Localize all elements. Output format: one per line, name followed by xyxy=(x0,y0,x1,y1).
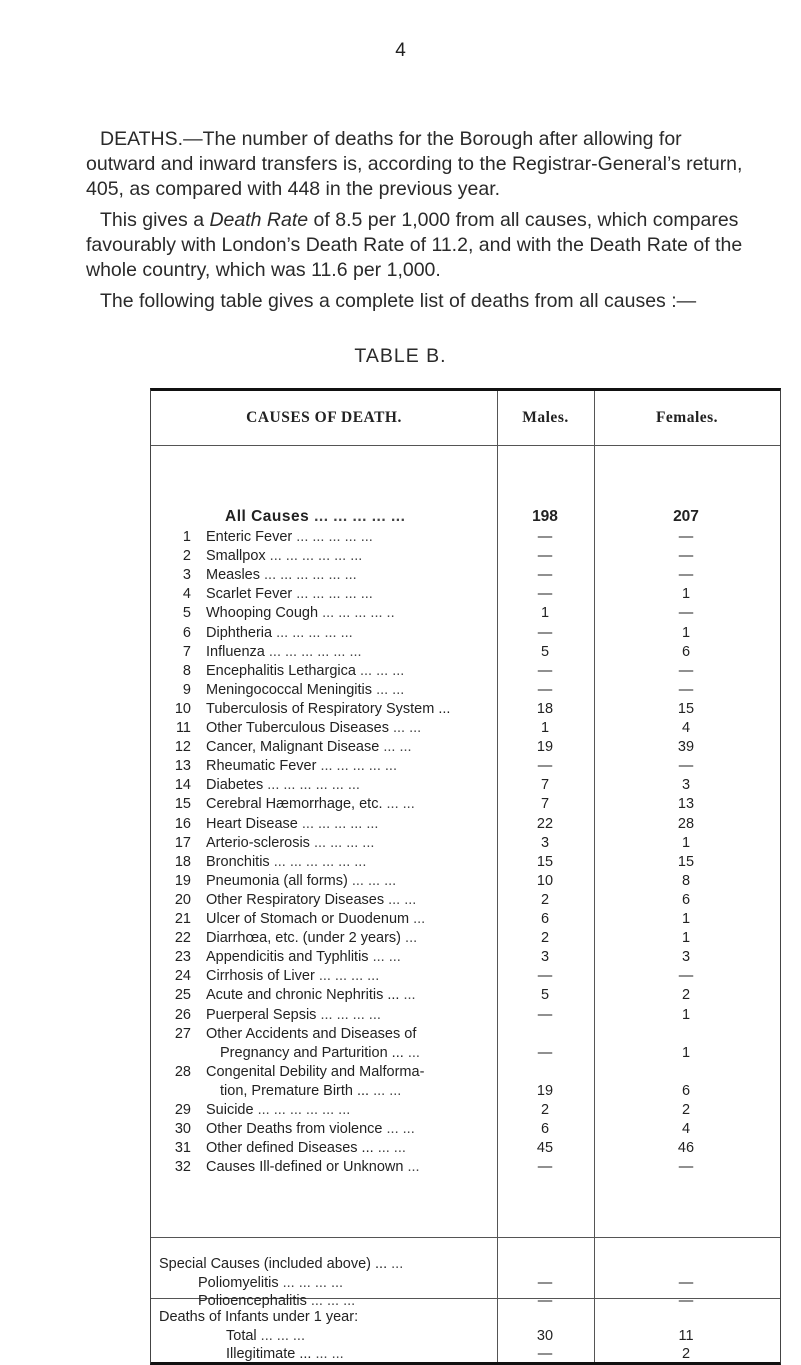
row-number: 32 xyxy=(174,1159,191,1176)
row-number: 20 xyxy=(174,891,191,908)
paragraph-following: The following table gives a complete list of deaths from all causes :— xyxy=(100,290,697,312)
cause-label: Cancer, Malignant Disease ... ... xyxy=(206,739,412,756)
males-value: 22 xyxy=(536,815,554,832)
table-row xyxy=(151,987,780,1003)
females-value: 4 xyxy=(681,1121,691,1138)
table-row xyxy=(151,911,780,927)
males-value: — xyxy=(537,758,553,775)
table-row xyxy=(151,854,780,870)
header-divider xyxy=(151,445,780,446)
table-row xyxy=(151,796,780,812)
males-value: — xyxy=(537,567,553,584)
deaths-table xyxy=(150,388,781,1365)
table-row xyxy=(151,1121,780,1137)
row-number: 9 xyxy=(182,681,191,698)
cause-label: Arterio-sclerosis ... ... ... ... xyxy=(206,834,375,851)
males-value: 19 xyxy=(536,739,554,756)
cause-label: Meningococcal Meningitis ... ... xyxy=(206,681,405,698)
females-value: — xyxy=(678,1159,694,1176)
row-number: 28 xyxy=(174,1063,191,1080)
females-value: 15 xyxy=(677,853,695,870)
females-value: — xyxy=(678,681,694,698)
table-row xyxy=(151,625,780,641)
cause-label: Influenza ... ... ... ... ... ... xyxy=(206,643,362,660)
header-males: Males. xyxy=(522,409,569,426)
males-value: — xyxy=(537,1006,553,1023)
row-number: 6 xyxy=(182,624,191,641)
table-row xyxy=(151,930,780,946)
females-value: — xyxy=(678,662,694,679)
table-row xyxy=(151,835,780,851)
cause-label: Congenital Debility and Malforma- xyxy=(206,1063,425,1080)
females-value: — xyxy=(678,529,694,545)
females-value: — xyxy=(678,758,694,775)
table-row xyxy=(151,548,780,564)
special-row: Polioencephalitis ... ... ... — — xyxy=(198,1293,694,1309)
cause-label: Suicide ... ... ... ... ... ... xyxy=(206,1102,351,1118)
infant-row: Total ... ... ... 30 11 xyxy=(226,1328,694,1344)
table-row xyxy=(151,720,780,736)
males-value: — xyxy=(537,586,553,603)
row-number: 23 xyxy=(174,949,191,966)
cause-label: Enteric Fever ... ... ... ... ... xyxy=(206,529,373,545)
table-row xyxy=(151,529,780,545)
males-value: 2 xyxy=(540,1102,550,1118)
table-row xyxy=(151,682,780,698)
section-divider-special xyxy=(151,1237,780,1238)
table-row xyxy=(151,701,780,717)
females-value: 1 xyxy=(681,930,691,947)
females-value: 1 xyxy=(681,1044,691,1061)
table-row xyxy=(151,739,780,755)
table-row xyxy=(151,758,780,774)
males-value: — xyxy=(537,1159,553,1176)
row-number: 5 xyxy=(182,605,191,622)
females-value: 6 xyxy=(681,891,691,908)
males-value: — xyxy=(537,681,553,698)
all-causes-females: 207 xyxy=(673,508,699,525)
all-causes-label: All Causes ... ... ... ... ... xyxy=(225,508,406,525)
row-number: 16 xyxy=(174,815,191,832)
males-value: — xyxy=(537,529,553,545)
table-row xyxy=(151,663,780,679)
cause-label: Scarlet Fever ... ... ... ... ... xyxy=(206,586,373,603)
cause-label: tion, Premature Birth ... ... ... xyxy=(220,1082,402,1099)
cause-label: Other Tuberculous Diseases ... ... xyxy=(206,720,422,736)
infant-deaths-heading: Deaths of Infants under 1 year: xyxy=(159,1309,359,1325)
males-value: 10 xyxy=(536,872,554,889)
table-row xyxy=(151,1007,780,1023)
table-row xyxy=(151,1064,780,1080)
row-number: 12 xyxy=(174,739,191,756)
females-value: 6 xyxy=(681,1082,691,1099)
row-number: 3 xyxy=(182,567,191,584)
females-value: 3 xyxy=(681,777,691,794)
all-causes-males: 198 xyxy=(532,508,558,525)
table-row xyxy=(151,777,780,793)
males-value: 2 xyxy=(540,891,550,908)
females-value: 6 xyxy=(681,643,691,660)
females-value: 2 xyxy=(681,1102,691,1118)
table-row xyxy=(151,605,780,621)
row-number: 7 xyxy=(182,643,191,660)
table-row xyxy=(151,873,780,889)
header-females: Females. xyxy=(655,409,719,426)
cause-label: Causes Ill-defined or Unknown ... xyxy=(206,1159,420,1176)
males-value: 1 xyxy=(540,605,550,622)
table-row xyxy=(151,1045,780,1061)
males-value: 3 xyxy=(540,834,550,851)
males-value: 1 xyxy=(540,720,550,736)
females-value: 13 xyxy=(677,796,695,813)
row-number: 25 xyxy=(174,987,191,1004)
cause-label: Measles ... ... ... ... ... ... xyxy=(206,567,357,584)
row-number: 21 xyxy=(174,911,191,927)
males-value: 5 xyxy=(540,987,550,1004)
cause-label: Pregnancy and Parturition ... ... xyxy=(220,1044,420,1061)
cause-label: Bronchitis ... ... ... ... ... ... xyxy=(206,853,367,870)
rate-term: Death Rate xyxy=(209,209,309,231)
cause-label: Encephalitis Lethargica ... ... ... xyxy=(206,662,405,679)
females-value: 2 xyxy=(681,987,691,1004)
females-value: 1 xyxy=(681,586,691,603)
cause-label: Smallpox ... ... ... ... ... ... xyxy=(206,548,363,565)
row-number: 10 xyxy=(174,700,191,717)
cause-label: Appendicitis and Typhlitis ... ... xyxy=(206,949,401,966)
special-row: Poliomyelitis ... ... ... ... — — xyxy=(198,1275,694,1291)
females-value: 8 xyxy=(681,872,691,889)
males-value: 5 xyxy=(540,643,550,660)
cause-label: Ulcer of Stomach or Duodenum ... xyxy=(206,911,426,927)
females-value: 1 xyxy=(681,911,691,927)
cause-label: Diabetes ... ... ... ... ... ... xyxy=(206,777,360,794)
row-number: 4 xyxy=(182,586,191,603)
paragraph-death-rate xyxy=(86,208,746,283)
row-number: 1 xyxy=(182,529,191,545)
males-value: — xyxy=(537,968,553,985)
males-value: 45 xyxy=(536,1140,554,1157)
males-value: 3 xyxy=(540,949,550,966)
row-number: 26 xyxy=(174,1006,191,1023)
row-number: 27 xyxy=(174,1025,191,1042)
row-number: 22 xyxy=(174,930,191,947)
males-value: — xyxy=(537,624,553,641)
header-causes: CAUSES OF DEATH. xyxy=(246,409,402,426)
row-number: 17 xyxy=(174,834,191,851)
rate-lead: This gives a xyxy=(100,209,210,231)
males-value: 6 xyxy=(540,1121,550,1138)
males-value: 2 xyxy=(540,930,550,947)
table-row xyxy=(151,586,780,602)
females-value: — xyxy=(678,548,694,565)
row-number: 19 xyxy=(174,872,191,889)
males-value: 7 xyxy=(540,777,550,794)
table-row xyxy=(151,1140,780,1156)
table-row xyxy=(151,1159,780,1175)
row-number: 14 xyxy=(174,777,191,794)
page-number: 4 xyxy=(395,40,406,61)
females-value: — xyxy=(678,567,694,584)
row-number: 30 xyxy=(174,1121,191,1138)
males-value: 15 xyxy=(536,853,554,870)
females-value: — xyxy=(678,968,694,985)
females-value: 46 xyxy=(677,1140,695,1157)
table-row xyxy=(151,968,780,984)
cause-label: Cirrhosis of Liver ... ... ... ... xyxy=(206,968,380,985)
males-value: 7 xyxy=(540,796,550,813)
row-number: 18 xyxy=(174,853,191,870)
table-row xyxy=(151,644,780,660)
cause-label: Rheumatic Fever ... ... ... ... ... xyxy=(206,758,397,775)
table-title: TABLE B. xyxy=(354,345,447,367)
cause-label: Whooping Cough ... ... ... ... .. xyxy=(206,605,395,622)
paragraph-deaths: DEATHS.—The number of deaths for the Borough after allowing for outward and inward transfers is, according to the Registrar-General’s return, 405, as compared with 448 in the previous year. xyxy=(86,128,743,200)
males-value: 6 xyxy=(540,911,550,927)
cause-label: Puerperal Sepsis ... ... ... ... xyxy=(206,1006,381,1023)
females-value: 28 xyxy=(677,815,695,832)
row-number: 15 xyxy=(174,796,191,813)
males-value: — xyxy=(537,548,553,565)
row-number: 2 xyxy=(182,548,191,565)
males-value: 18 xyxy=(536,700,554,717)
table-row xyxy=(151,1026,780,1042)
row-number: 13 xyxy=(174,758,191,775)
females-value: 15 xyxy=(677,700,695,717)
cause-label: Tuberculosis of Respiratory System ... xyxy=(206,700,451,717)
males-value: — xyxy=(537,662,553,679)
cause-label: Diphtheria ... ... ... ... ... xyxy=(206,624,353,641)
table-row xyxy=(151,816,780,832)
cause-label: Other Deaths from violence ... ... xyxy=(206,1121,415,1138)
table-row xyxy=(151,949,780,965)
females-value: 4 xyxy=(681,720,691,736)
cause-label: Acute and chronic Nephritis ... ... xyxy=(206,987,416,1004)
cause-label: Heart Disease ... ... ... ... ... xyxy=(206,815,379,832)
females-value: 39 xyxy=(677,739,695,756)
row-number: 8 xyxy=(182,662,191,679)
rate-rest: of 8.5 per 1,000 from all causes, which compares favourably with London’s Death Rate of 11.2, and with the Death Rate of the whole country, which was 11.6 per 1,000. xyxy=(86,209,743,281)
cause-label: Diarrhœa, etc. (under 2 years) ... xyxy=(206,930,418,947)
table-row xyxy=(151,1083,780,1099)
table-row xyxy=(151,1102,780,1118)
females-value: 1 xyxy=(681,834,691,851)
cause-label: Other defined Diseases ... ... ... xyxy=(206,1140,406,1157)
special-causes-heading: Special Causes (included above) ... ... xyxy=(159,1256,404,1272)
females-value: 1 xyxy=(681,624,691,641)
row-number: 29 xyxy=(174,1102,191,1118)
row-number: 31 xyxy=(174,1140,191,1157)
males-value: — xyxy=(537,1044,553,1061)
row-number: 11 xyxy=(175,720,191,736)
infant-row: Illegitimate ... ... ... — 2 xyxy=(226,1346,691,1362)
table-row xyxy=(151,567,780,583)
females-value: — xyxy=(678,605,694,622)
cause-label: Other Accidents and Diseases of xyxy=(206,1025,417,1042)
females-value: 3 xyxy=(681,949,691,966)
table-row xyxy=(151,892,780,908)
row-number: 24 xyxy=(174,968,191,985)
males-value: 19 xyxy=(536,1082,554,1099)
cause-label: Other Respiratory Diseases ... ... xyxy=(206,891,417,908)
cause-label: Pneumonia (all forms) ... ... ... xyxy=(206,872,397,889)
cause-label: Cerebral Hæmorrhage, etc. ... ... xyxy=(206,796,415,813)
all-causes-row xyxy=(151,509,780,525)
females-value: 1 xyxy=(681,1006,691,1023)
